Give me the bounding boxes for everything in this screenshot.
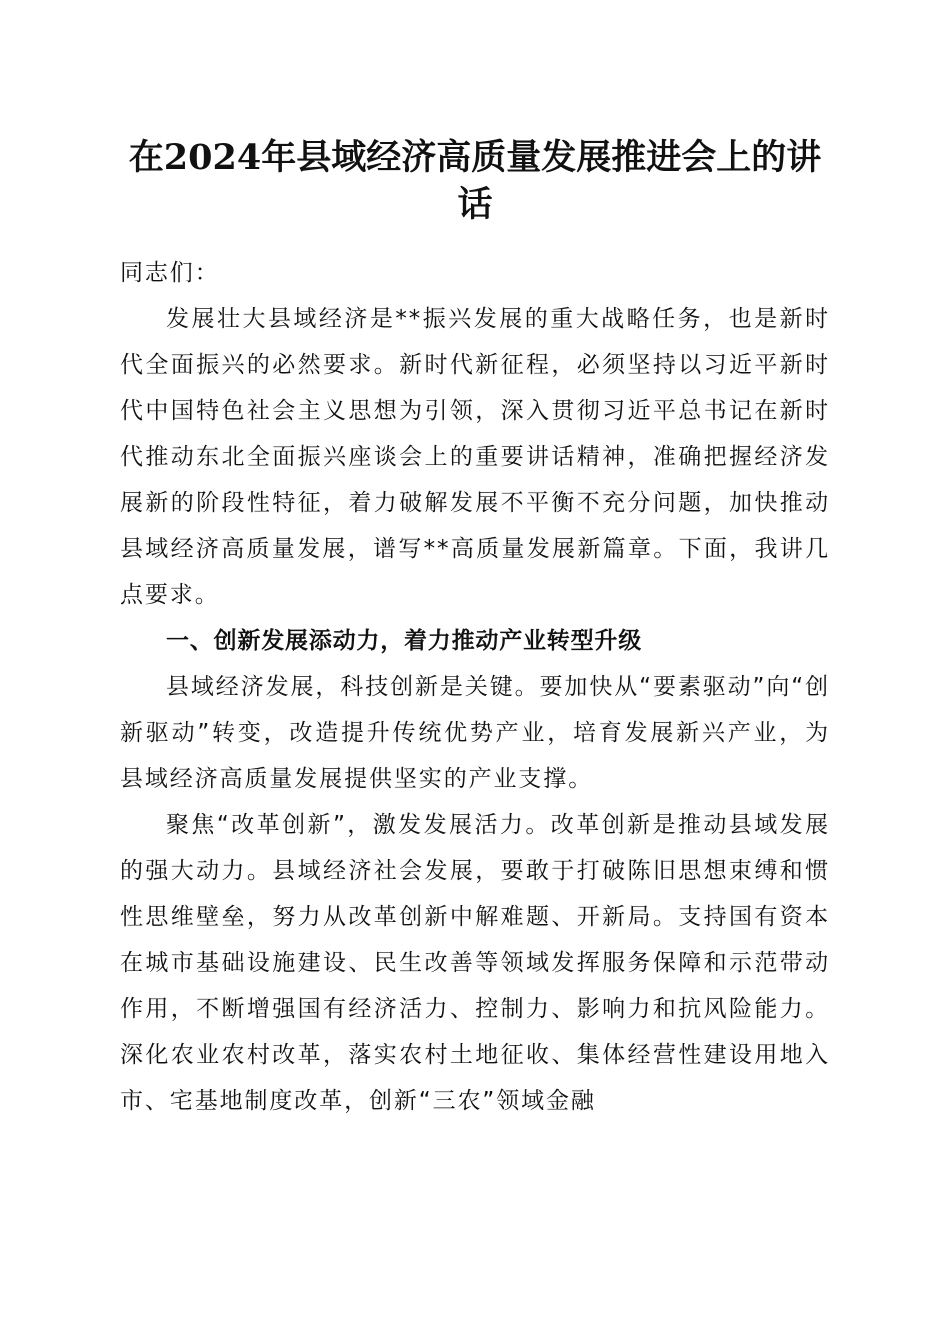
section-paragraph: 县域经济发展，科技创新是关键。要加快从“要素驱动”向“创新驱动”转变，改造提升传统优势产业，培育发展新兴产业，为县域经济高质量发展提供坚实的产业支撑。 (120, 674, 830, 792)
intro-paragraph: 发展壮大县域经济是**振兴发展的重大战略任务，也是新时代全面振兴的必然要求。新时代新征程，必须坚持以习近平新时代中国特色社会主义思想为引领，深入贯彻习近平总书记在新时代推动东北全面振兴座谈会上的重要讲话精神，准确把握经济发展新的阶段性特征，着力破解发展不平衡不充分问题，加快推动县域经济高质量发展，谱写**高质量发展新篇章。下面，我讲几点要求。 (120, 306, 830, 608)
document-body (120, 250, 830, 1124)
salutation: 同志们： (120, 260, 220, 286)
section-paragraph: 聚焦“改革创新”，激发发展活力。改革创新是推动县域发展的强大动力。县域经济社会发展，要敢于打破陈旧思想束缚和惯性思维壁垒，努力从改革创新中解难题、开新局。支持国有资本在城市基础设施建设、民生改善等领域发挥服务保障和示范带动作用，不断增强国有经济活力、控制力、影响力和抗风险能力。深化农业农村改革，落实农村土地征收、集体经营性建设用地入市、宅基地制度改革，创新“三农”领域金融 (120, 812, 830, 1114)
document-title: 在2024年县域经济高质量发展推进会上的讲话 (128, 137, 822, 225)
section-heading: 一、创新发展添动力，着力推动产业转型升级 (166, 628, 642, 654)
